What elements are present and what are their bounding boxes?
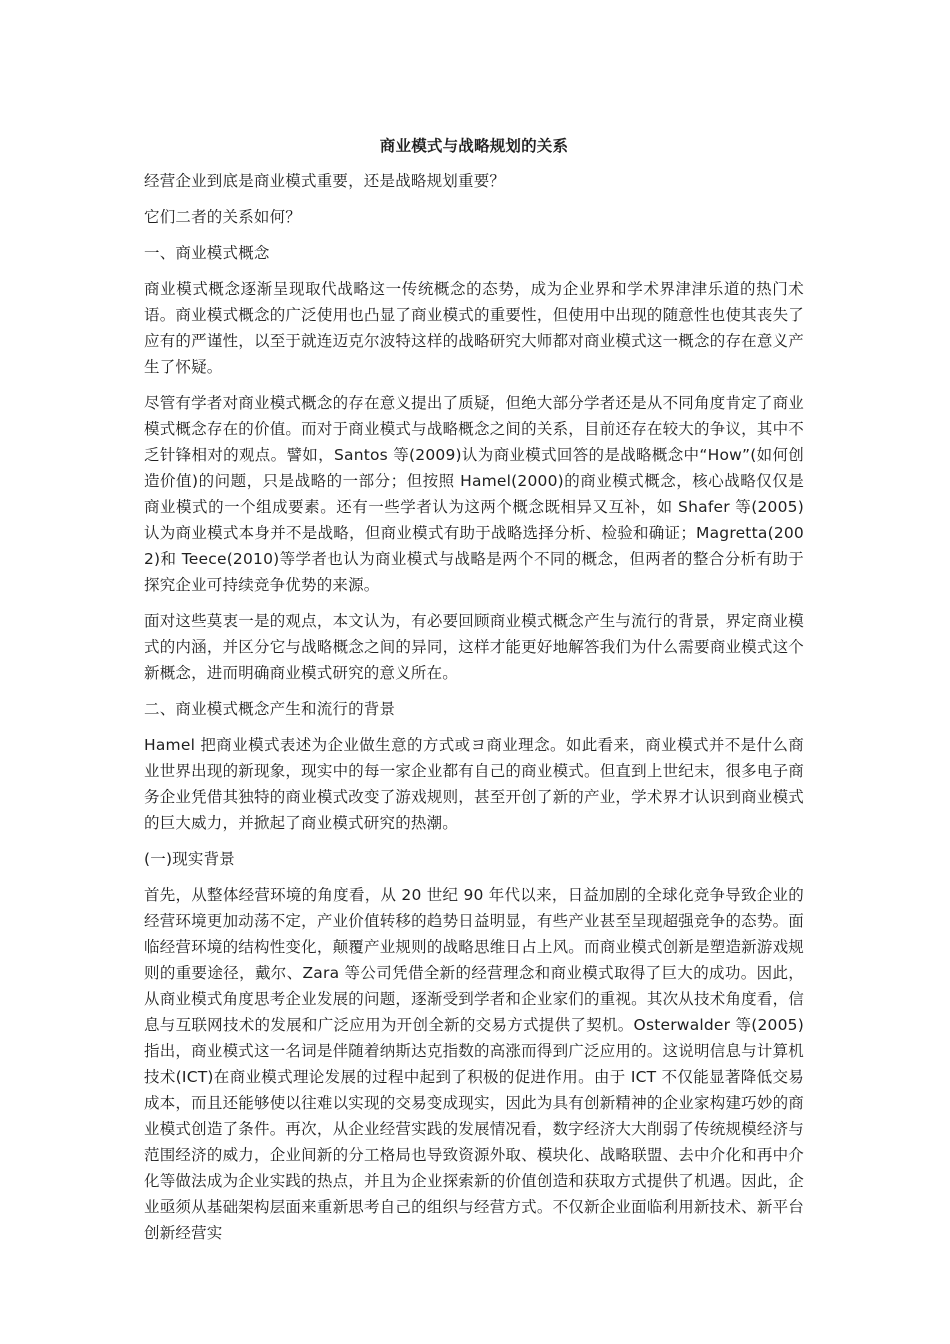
lead-question-2: 它们二者的关系如何？ — [144, 208, 302, 226]
paragraph: 商业模式概念逐渐呈现取代战略这一传统概念的态势，成为企业界和学术界津津乐道的热门术语。商业模式概念的广泛使用也凸显了商业模式的重要性，但使用中出现的随意性也使其丧失了应有的严谨性，以至于就连迈克尔波特这样的战略研究大师都对商业模式这一概念的存在意义产生了怀疑。 — [144, 280, 804, 376]
lead-question-1: 经营企业到底是商业模式重要，还是战略规划重要？ — [144, 172, 506, 190]
paragraph: 首先，从整体经营环境的角度看，从 20 世纪 90 年代以来，日益加剧的全球化竞争导致企业的经营环境更加动荡不定，产业价值转移的趋势日益明显，有些产业甚至呈现超强竞争的态势。面临经营环境的结构性变化，颠覆产业规则的战略思维日占上风。而商业模式创新是塑造新游戏规则的重要途径，戴尔、Zara 等公司凭借全新的经营理念和商业模式取得了巨大的成功。因此，从商业模式角度思考企业发展的问题，逐渐受到学者和企业家们的重视。其次从技术角度看，信息与互联网技术的发展和广泛应用为开创全新的交易方式提供了契机。Osterwalder 等(2005)指出，商业模式这一名词是伴随着纳斯达克指数的高涨而得到广泛应用的。这说明信息与计算机技术(ICT)在商业模式理论发展的过程中起到了积极的促进作用。由于 ICT 不仅能显著降低交易成本，而且还能够使以往难以实现的交易变成现实，因此为具有创新精神的企业家构建巧妙的商业模式创造了条件。再次，从企业经营实践的发展情况看，数字经济大大削弱了传统规模经济与范围经济的威力，企业间新的分工格局也导致资源外取、模块化、战略联盟、去中介化和再中介化等做法成为企业实践的热点，并且为企业探索新的价值创造和获取方式提供了机遇。因此，企业亟须从基础架构层面来重新思考自己的组织与经营方式。不仅新企业面临利用新技术、新平台创新经营实 — [144, 886, 804, 1242]
paragraph: 尽管有学者对商业模式概念的存在意义提出了质疑，但绝大部分学者还是从不同角度肯定了商业模式概念存在的价值。而对于商业模式与战略概念之间的关系，目前还存在较大的争议，其中不乏针锋相对的观点。譬如，Santos 等(2009)认为商业模式回答的是战略概念中“How”(如何创造价值)的问题，只是战略的一部分；但按照 Hamel(2000)的商业模式概念，核心战略仅仅是商业模式的一个组成要素。还有一些学者认为这两个概念既相异又互补，如 Shafer 等(2005)认为商业模式本身并不是战略，但商业模式有助于战略选择分析、检验和确证；Magretta(2002)和 Teece(2010)等学者也认为商业模式与战略是两个不同的概念，但两者的整合分析有助于探究企业可持续竞争优势的来源。 — [144, 394, 804, 594]
section-heading-1: 一、商业模式概念 — [144, 244, 270, 262]
section-heading-2: 二、商业模式概念产生和流行的背景 — [144, 700, 396, 718]
paragraph: 面对这些莫衷一是的观点，本文认为，有必要回顾商业模式概念产生与流行的背景，界定商业模式的内涵，并区分它与战略概念之间的异同，这样才能更好地解答我们为什么需要商业模式这个新概念，进而明确商业模式研究的意义所在。 — [144, 612, 804, 682]
paragraph: Hamel 把商业模式表述为企业做生意的方式或ヨ商业理念。如此看来，商业模式并不是什么商业世界出现的新现象，现实中的每一家企业都有自己的商业模式。但直到上世纪末，很多电子商务企业凭借其独特的商业模式改变了游戏规则，甚至开创了新的产业，学术界才认识到商业模式的巨大威力，并掀起了商业模式研究的热潮。 — [144, 736, 804, 832]
document-title: 商业模式与战略规划的关系 — [379, 137, 569, 155]
subsection-heading-1: (一)现实背景 — [144, 850, 235, 868]
document-body — [144, 132, 804, 1256]
